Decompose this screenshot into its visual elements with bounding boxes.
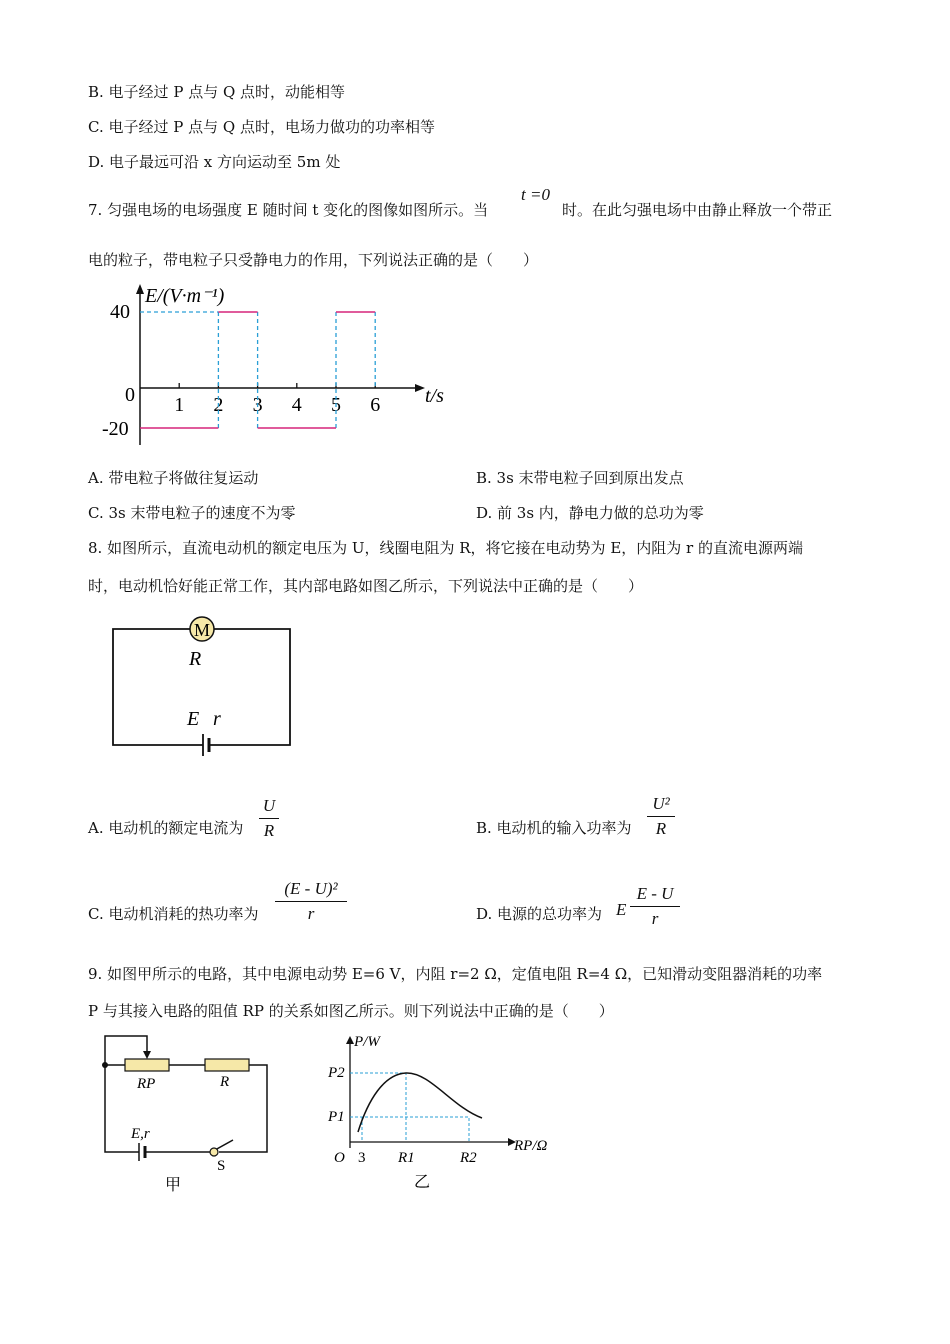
switch-contact bbox=[210, 1148, 218, 1156]
q9-stem-line1: 9. 如图甲所示的电路，其中电源电动势 E=6 V，内阻 r=2 Ω，定值电阻 R=4 Ω，已知滑动变阻器消耗的功率 bbox=[88, 965, 823, 983]
x-tick-label-5: 5 bbox=[331, 394, 341, 416]
q8-circuit-figure bbox=[105, 610, 305, 760]
q7-option-d: D. 前 3s 内，静电力做的总功为零 bbox=[476, 504, 704, 522]
q8-stem-line2: 时，电动机恰好能正常工作，其内部电路如图乙所示，下列说法中正确的是（ ） bbox=[88, 577, 644, 595]
fraction-bar bbox=[630, 906, 680, 907]
q8-option-c-fraction bbox=[275, 879, 347, 924]
x-axis-label: t/s bbox=[425, 385, 444, 407]
fraction-bar bbox=[647, 816, 675, 817]
origin-label: O bbox=[334, 1150, 345, 1166]
q8-option-c: C. 电动机消耗的热功率为 bbox=[88, 905, 259, 923]
caption-jia: 甲 bbox=[165, 1177, 182, 1194]
q8-b-numerator: U² bbox=[652, 794, 670, 813]
motor-label: M bbox=[193, 620, 211, 640]
q8-a-denominator: R bbox=[263, 821, 275, 840]
rheostat-label: RP bbox=[137, 1076, 156, 1092]
q9-stem-line2: P 与其接入电路的阻值 RP 的关系如图乙所示。则下列说法中正确的是（ ） bbox=[88, 1002, 614, 1020]
y-axis-arrow-icon bbox=[136, 284, 144, 294]
y-axis-label: P/W bbox=[354, 1034, 380, 1050]
q8-a-numerator: U bbox=[262, 796, 276, 815]
resistor-label: R bbox=[220, 1074, 230, 1090]
p2-label: P2 bbox=[328, 1065, 345, 1081]
x-tick-label-1: 1 bbox=[174, 394, 185, 416]
q7-stem-line1a: 7. 匀强电场的电场强度 E 随时间 t 变化的图像如图所示。当 bbox=[88, 201, 489, 219]
q8-d-denominator: r bbox=[651, 909, 659, 928]
p1-guide bbox=[350, 1117, 469, 1142]
motor-resistance-label: R bbox=[189, 648, 202, 670]
x-tick-label-4: 4 bbox=[291, 394, 302, 416]
q8-option-a-fraction bbox=[259, 796, 279, 841]
source-label: E,r bbox=[131, 1126, 150, 1142]
q8-b-denominator: R bbox=[655, 819, 667, 838]
q8-stem-line1: 8. 如图所示，直流电动机的额定电压为 U，线圈电阻为 R，将它接在电动势为 E，内阻为 r 的直流电源两端 bbox=[88, 539, 803, 557]
q8-option-a: A. 电动机的额定电流为 bbox=[88, 819, 244, 837]
x-tick-label-6: 6 bbox=[370, 394, 381, 416]
fraction-bar bbox=[275, 901, 347, 902]
q8-d-numerator: E - U bbox=[636, 884, 674, 903]
q7-stem-line2: 电的粒子，带电粒子只受静电力的作用，下列说法正确的是（ ） bbox=[88, 251, 539, 269]
q8-c-denominator: r bbox=[307, 904, 315, 923]
rheostat-rp bbox=[125, 1059, 169, 1071]
resistor-r bbox=[205, 1059, 249, 1071]
switch-label: S bbox=[217, 1158, 226, 1174]
q6-option-d: D. 电子最远可沿 x 方向运动至 5m 处 bbox=[88, 153, 341, 171]
y-tick-label-40: 40 bbox=[110, 301, 130, 323]
q6-option-b: B. 电子经过 P 点与 Q 点时，动能相等 bbox=[88, 83, 346, 101]
q7-e-t-graph bbox=[95, 280, 465, 450]
q8-option-d-fraction bbox=[630, 884, 680, 929]
q7-option-b: B. 3s 末带电粒子回到原出发点 bbox=[476, 469, 684, 487]
q8-option-b: B. 电动机的输入功率为 bbox=[476, 819, 632, 837]
power-curve bbox=[358, 1073, 482, 1132]
switch-blade bbox=[215, 1140, 233, 1150]
q7-stem-t0: t =0 bbox=[521, 185, 550, 204]
slider-arrow-icon bbox=[143, 1051, 151, 1059]
q9-graph-yi bbox=[322, 1030, 562, 1195]
y-tick-label-0: 0 bbox=[125, 384, 135, 406]
y-axis-label: E/(V·m⁻¹) bbox=[145, 285, 225, 307]
wire-right bbox=[209, 629, 290, 745]
q6-option-c: C. 电子经过 P 点与 Q 点时，电场力做功的功率相等 bbox=[88, 118, 435, 136]
source-e-label: E bbox=[187, 708, 200, 730]
junction-dot bbox=[102, 1062, 108, 1068]
r2-label: R2 bbox=[460, 1150, 477, 1166]
q7-option-a: A. 带电粒子将做往复运动 bbox=[88, 469, 259, 487]
q8-option-b-fraction bbox=[647, 794, 675, 839]
x-tick-label-3: 3 bbox=[252, 394, 263, 416]
q9-circuit-jia bbox=[95, 1030, 280, 1195]
q8-option-d: D. 电源的总功率为 bbox=[476, 905, 603, 923]
q7-stem-line1b: 时。在此匀强电场中由静止释放一个带正 bbox=[562, 201, 833, 219]
caption-yi: 乙 bbox=[414, 1174, 431, 1191]
source-r-label: r bbox=[213, 708, 221, 730]
x-tick-3: 3 bbox=[358, 1150, 366, 1166]
y-axis-arrow-icon bbox=[346, 1036, 354, 1044]
q7-option-c: C. 3s 末带电粒子的速度不为零 bbox=[88, 504, 296, 522]
x-axis-label: RP/Ω bbox=[514, 1138, 548, 1154]
x-tick-label-2: 2 bbox=[213, 394, 224, 416]
fraction-bar bbox=[259, 818, 279, 819]
p1-label: P1 bbox=[328, 1109, 345, 1125]
q8-c-numerator: (E - U)² bbox=[284, 879, 338, 898]
x-axis-arrow-icon bbox=[415, 384, 425, 392]
y-tick-label-neg20: -20 bbox=[102, 418, 129, 440]
q8-d-prefix: E bbox=[616, 900, 627, 919]
r1-label: R1 bbox=[398, 1150, 415, 1166]
